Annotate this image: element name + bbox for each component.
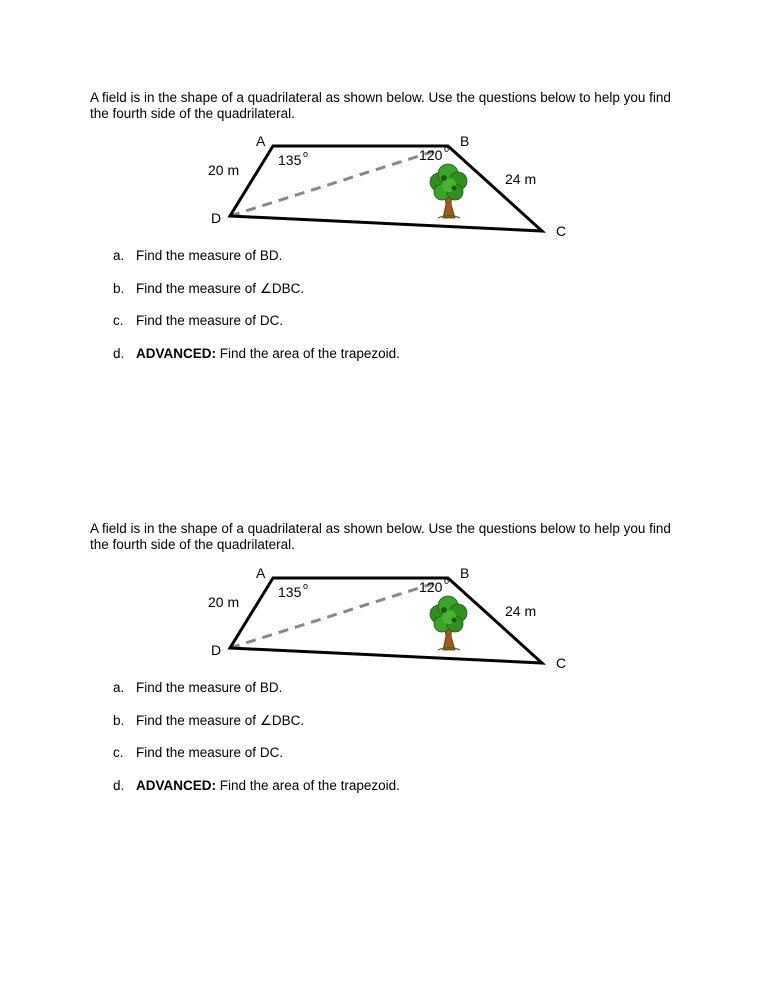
question-text: Find the measure of BD.: [136, 680, 283, 695]
question-item: [113, 281, 400, 314]
question-letter: c.: [113, 313, 124, 328]
tree-icon: [430, 164, 467, 218]
vertex-label-b: B: [460, 133, 470, 149]
question-letter: d.: [113, 777, 125, 793]
vertex-label-a: A: [256, 565, 266, 581]
side-bc-label: 24 m: [505, 171, 537, 187]
question-text: Find the area of the trapezoid.: [216, 345, 400, 361]
question-text: Find the area of the trapezoid.: [216, 777, 400, 793]
question-letter: a.: [113, 680, 125, 695]
question-item: [113, 346, 400, 379]
vertex-label-c: C: [556, 223, 567, 239]
vertex-label-a: A: [256, 133, 266, 149]
question-letter: a.: [113, 248, 125, 263]
quadrilateral-outline: [230, 146, 542, 231]
vertex-label-b: B: [460, 565, 470, 581]
question-text: Find the measure of DC.: [136, 313, 284, 328]
diagonal-bd: [230, 582, 438, 648]
question-text: Find the measure of DC.: [136, 745, 284, 760]
tree-icon: [430, 596, 467, 650]
angle-a-degree: o: [303, 149, 309, 159]
question-letter: b.: [113, 280, 125, 296]
question-item: [113, 713, 400, 746]
side-ad-label: 20 m: [208, 162, 240, 178]
side-bc-label: 24 m: [505, 603, 537, 619]
question-text: Find the measure of BD.: [136, 248, 283, 263]
diagonal-bd: [230, 150, 438, 216]
quadrilateral-diagram: [190, 562, 580, 672]
question-letter: c.: [113, 745, 124, 760]
problem-1-questions: [113, 248, 400, 378]
question-item: [113, 248, 400, 281]
angle-a-label: 135: [278, 152, 302, 168]
question-advanced-label: ADVANCED:: [136, 345, 216, 361]
quadrilateral-outline: [230, 578, 542, 663]
question-item: [113, 778, 400, 811]
question-text: Find the measure of ∠DBC.: [136, 712, 305, 728]
side-ad-label: 20 m: [208, 594, 240, 610]
quadrilateral-diagram: [190, 130, 580, 240]
angle-a-degree: o: [303, 581, 309, 591]
vertex-label-c: C: [556, 655, 567, 671]
problem-1-figure: [190, 130, 580, 240]
vertex-label-d: D: [211, 210, 222, 226]
angle-b-label: 120: [419, 147, 443, 163]
question-letter: b.: [113, 712, 125, 728]
question-item: [113, 680, 400, 713]
problem-1-intro: A field is in the shape of a quadrilateral as shown below. Use the questions below to help you find the fourth side of the quadrilateral.: [90, 90, 671, 121]
question-letter: d.: [113, 345, 125, 361]
angle-a-label: 135: [278, 584, 302, 600]
question-item: [113, 745, 400, 778]
angle-b-degree: o: [444, 576, 450, 586]
vertex-label-d: D: [211, 642, 222, 658]
problem-2-questions: [113, 680, 400, 810]
angle-b-degree: o: [444, 144, 450, 154]
question-advanced-label: ADVANCED:: [136, 777, 216, 793]
angle-b-label: 120: [419, 579, 443, 595]
question-text: Find the measure of ∠DBC.: [136, 280, 305, 296]
question-item: [113, 313, 400, 346]
problem-2-figure: [190, 562, 580, 672]
problem-2-intro: A field is in the shape of a quadrilateral as shown below. Use the questions below to help you find the fourth side of the quadrilateral.: [90, 521, 671, 552]
